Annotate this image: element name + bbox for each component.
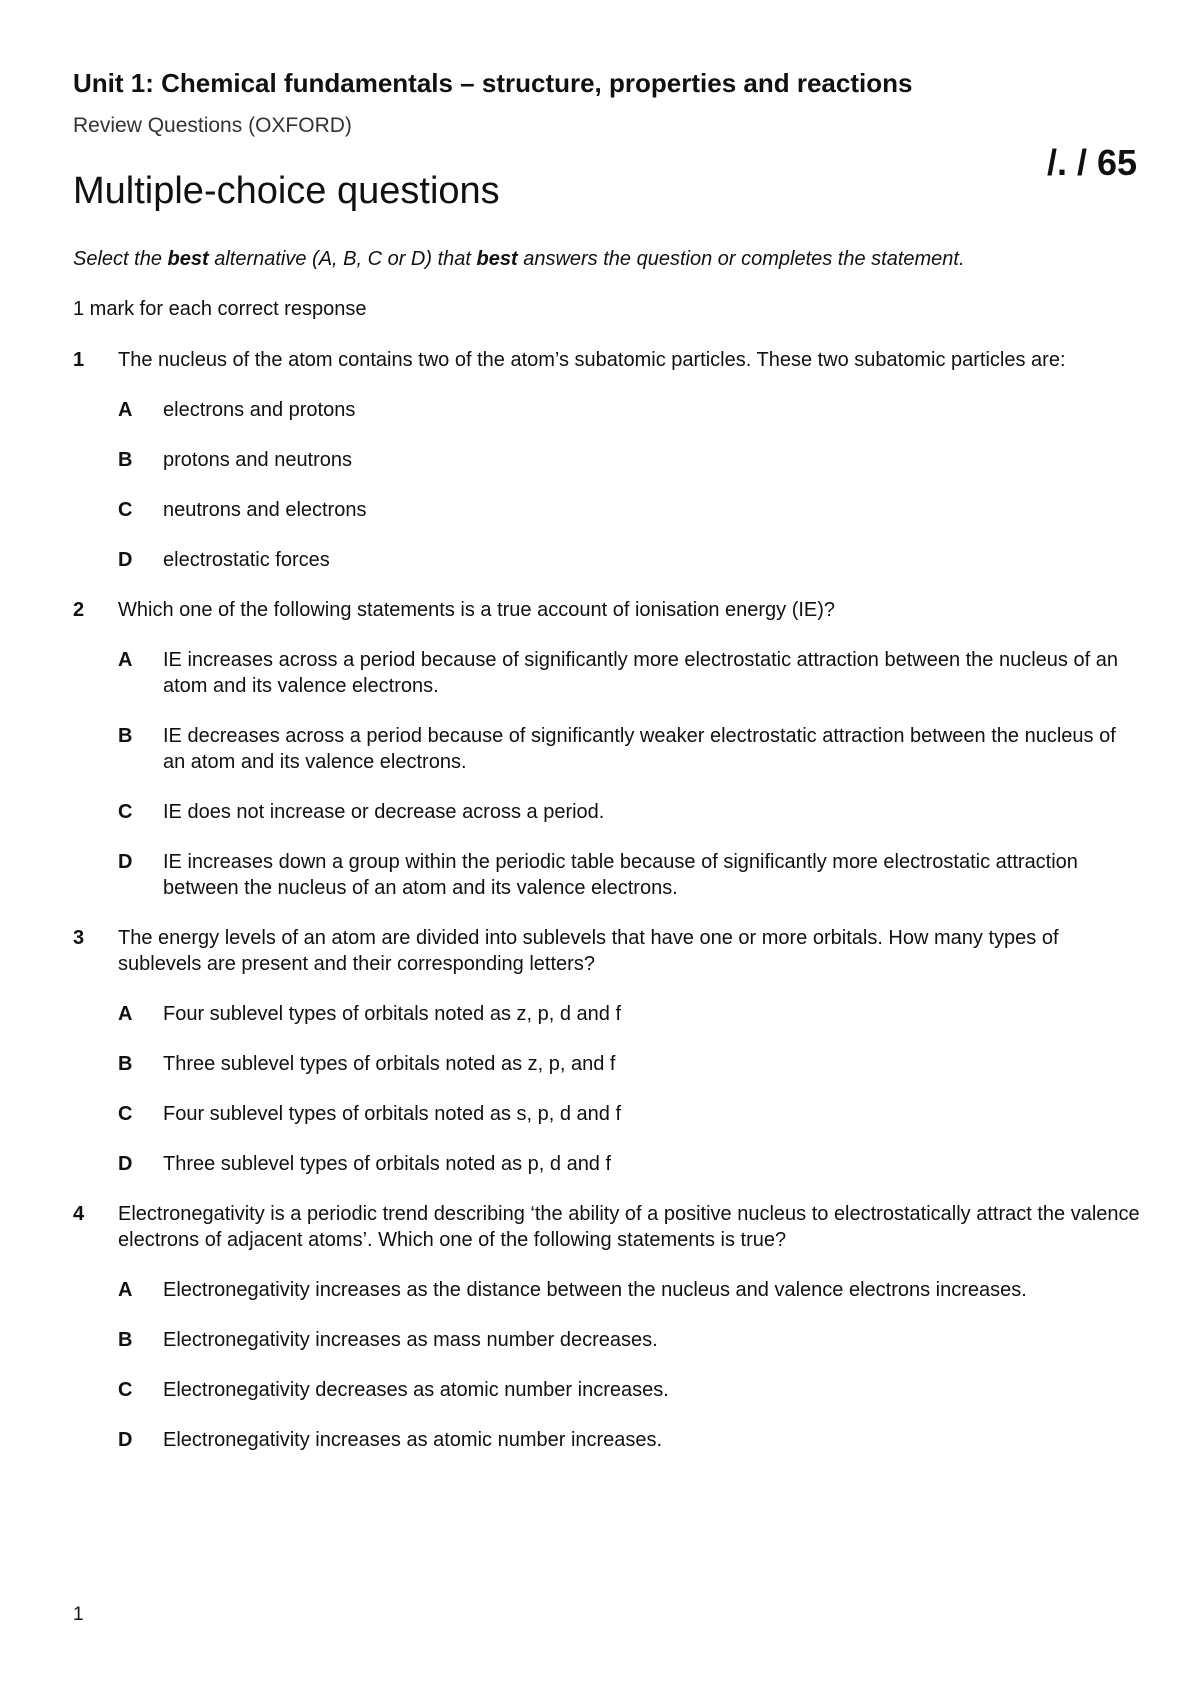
option-text: IE increases across a period because of significantly more electrostatic attraction between the nucleus of an atom and its valence electrons.	[163, 649, 1118, 697]
option-letter: D	[118, 1153, 133, 1175]
question-number: 2	[73, 599, 85, 621]
question-number: 3	[73, 927, 85, 949]
option-text: electrons and protons	[163, 399, 356, 421]
option-letter: C	[118, 499, 133, 521]
question-stem	[73, 925, 1143, 977]
instructions	[73, 248, 965, 271]
option-letter: D	[118, 851, 133, 873]
option-letter: A	[118, 649, 133, 671]
question-text: The energy levels of an atom are divided into sublevels that have one or more orbitals. How many types of sublevels are present and their corresponding letters?	[118, 927, 1059, 975]
option-text: protons and neutrons	[163, 449, 353, 471]
answer-option	[118, 1051, 1143, 1077]
option-text: electrostatic forces	[163, 549, 330, 571]
option-text: Electronegativity decreases as atomic number increases.	[163, 1379, 669, 1401]
instructions-text-3: answers the question or completes the statement.	[517, 248, 965, 270]
option-letter: D	[118, 549, 133, 571]
answer-option	[118, 849, 1143, 901]
instructions-text-2: alternative (A, B, C or D) that	[208, 248, 477, 270]
option-text: Electronegativity increases as atomic number increases.	[163, 1429, 663, 1451]
page-number: 1	[73, 1604, 84, 1625]
instructions-emphasis-2: best	[476, 248, 518, 270]
question-item	[73, 597, 1143, 901]
answer-option	[118, 723, 1143, 775]
option-letter: D	[118, 1429, 133, 1451]
answer-option	[118, 647, 1143, 699]
instructions-emphasis-1: best	[167, 248, 209, 270]
question-item	[73, 925, 1143, 1177]
option-text: Four sublevel types of orbitals noted as s, p, d and f	[163, 1103, 622, 1125]
document-page	[73, 0, 1143, 1696]
option-text: IE decreases across a period because of significantly weaker electrostatic attraction between the nucleus of an atom and its valence electrons.	[163, 725, 1116, 773]
option-text: Electronegativity increases as the distance between the nucleus and valence electrons increases.	[163, 1279, 1027, 1301]
question-stem	[73, 1201, 1143, 1253]
answer-option	[118, 497, 1143, 523]
section-heading: Multiple-choice questions	[73, 170, 500, 212]
answer-option	[118, 1327, 1143, 1353]
option-text: Four sublevel types of orbitals noted as z, p, d and f	[163, 1003, 622, 1025]
option-letter: C	[118, 1379, 133, 1401]
question-number: 4	[73, 1203, 85, 1225]
answer-option	[118, 1151, 1143, 1177]
option-text: Three sublevel types of orbitals noted as p, d and f	[163, 1153, 612, 1175]
option-text: IE does not increase or decrease across a period.	[163, 801, 605, 823]
question-text: Which one of the following statements is a true account of ionisation energy (IE)?	[118, 599, 836, 621]
option-letter: A	[118, 1279, 133, 1301]
answer-option	[118, 799, 1143, 825]
option-text: IE increases down a group within the periodic table because of significantly more electrostatic attraction between the nucleus of an atom and its valence electrons.	[163, 851, 1078, 899]
score-box: /. / 65	[1046, 142, 1137, 183]
option-letter: B	[118, 1329, 133, 1351]
answer-option	[118, 547, 1143, 573]
option-text: Electronegativity increases as mass number decreases.	[163, 1329, 658, 1351]
document-subtitle: Review Questions (OXFORD)	[73, 114, 352, 137]
question-item	[73, 1201, 1143, 1453]
answer-option	[118, 1277, 1143, 1303]
option-text: Three sublevel types of orbitals noted as z, p, and f	[163, 1053, 616, 1075]
option-letter: B	[118, 1053, 133, 1075]
question-stem	[73, 597, 1143, 623]
option-letter: C	[118, 1103, 133, 1125]
answer-option	[118, 1427, 1143, 1453]
question-text: Electronegativity is a periodic trend describing ‘the ability of a positive nucleus to electrostatically attract the valence electrons of adjacent atoms’. Which one of the following statements is true?	[118, 1203, 1140, 1251]
option-letter: B	[118, 449, 133, 471]
question-number: 1	[73, 349, 85, 371]
answer-option	[118, 397, 1143, 423]
question-stem	[73, 347, 1143, 373]
instructions-text-1: Select the	[73, 248, 168, 270]
option-letter: A	[118, 399, 133, 421]
answer-option	[118, 1001, 1143, 1027]
marks-note: 1 mark for each correct response	[73, 298, 367, 320]
question-text: The nucleus of the atom contains two of the atom’s subatomic particles. These two subatomic particles are:	[118, 349, 1066, 371]
question-list	[73, 347, 1143, 1453]
option-text: neutrons and electrons	[163, 499, 367, 521]
option-letter: C	[118, 801, 133, 823]
answer-option	[118, 1101, 1143, 1127]
question-item	[73, 347, 1143, 573]
answer-option	[118, 1377, 1143, 1403]
option-letter: B	[118, 725, 133, 747]
answer-option	[118, 447, 1143, 473]
option-letter: A	[118, 1003, 133, 1025]
unit-title: Unit 1: Chemical fundamentals – structure, properties and reactions	[73, 68, 913, 98]
